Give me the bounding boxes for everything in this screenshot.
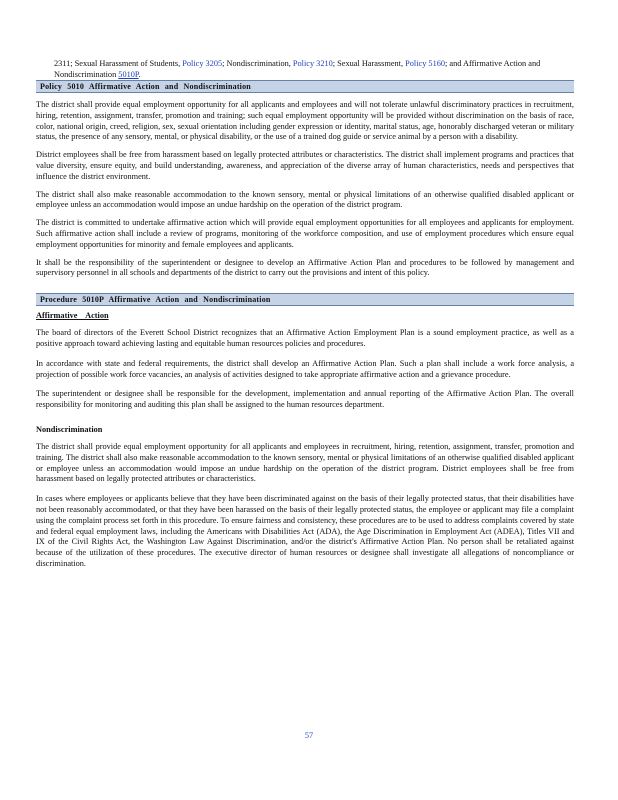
policy-5160-link[interactable]: Policy 5160	[405, 59, 446, 68]
policy-paragraph: The district shall provide equal employment opportunity for all applicants and employees and will not tolerate unlawful discriminatory practices in recruitment, hiring, retention, assignment, transfer, promotion and training; such equal employment opportunity will be provided without discrimination on the basis of race, color, national origin, creed, religion, sex, sexual orientation including gender expression or identity, marital status, age, honorably discharged veteran or military status, the presence of any sensory, mental, or physical disability, or the use of a trained dog guide or service animal by a person with a disability.	[36, 100, 574, 142]
section-title-nondiscrimination: Nondiscrimination	[36, 424, 103, 434]
ref-text: ; Nondiscrimination,	[222, 59, 293, 68]
procedure-paragraph: The superintendent or designee shall be responsible for the development, implementation and annual reporting of the Affirmative Action Plan. The overall responsibility for monitoring and auditing this plan shall be assigned to the human resources department.	[36, 389, 574, 410]
policy-header-bar: Policy 5010 Affirmative Action and Nondiscrimination	[36, 80, 574, 93]
procedure-header-bar: Procedure 5010P Affirmative Action and Nondiscrimination	[36, 293, 574, 306]
policy-paragraph: It shall be the responsibility of the superintendent or designee to develop an Affirmative Action Plan and procedures to be followed by management and supervisory personnel in all schools and departments of the district to carry out the provisions and intent of this policy.	[36, 257, 574, 278]
ref-text: .	[138, 70, 141, 79]
policy-references	[36, 58, 574, 80]
procedure-paragraph: The district shall provide equal employment opportunity for all applicants and employees in recruitment, hiring, retention, assignment, transfer, promotion and training. The district shall also make reasonable accommodation to the known sensory, mental or physical limitations of an otherwise qualified disabled applicant or employee unless an accommodation would impose an undue hardship on the operation of the district program. District employees shall be free from harassment based on legally protected attributes or characteristics.	[36, 441, 574, 484]
policy-paragraph: District employees shall be free from harassment based on legally protected attributes or characteristics. The district shall implement programs and practices that value diversity, ensure equity, and build understanding, awareness, and appreciation of the diverse array of human characteristics, needs and perspectives that influence the district environment.	[36, 150, 574, 181]
policy-paragraph: The district shall also make reasonable accommodation to the known sensory, mental or physical limitations of an otherwise qualified disabled applicant or employee unless an accommodation would impose an undue hardship on the operation of the district program.	[36, 189, 574, 210]
procedure-5010p-link[interactable]: 5010P	[118, 70, 139, 79]
policy-3210-link[interactable]: Policy 3210	[292, 59, 333, 68]
page-number: 57	[304, 731, 314, 740]
procedure-paragraph: In cases where employees or applicants believe that they have been discriminated against on the basis of their legally protected status, that their disabilities have not been reasonably accommodated, or that they have been harassed on the basis of their legally protected status, the employee or applicant may file a complaint using the complaint process set forth in this procedure. To ensure fairness and consistency, these procedures are to be used to address complaints covered by state and federal equal employment laws, including the Americans with Disabilities Act (ADA), the Age Discrimination in Employment Act (ADEA), Titles VII and IX of the Civil Rights Act, the Washington Law Against Discrimination, and/or the district's Affirmative Action Plan. No person shall be retaliated against because of the utilization of these procedures. The executive director of human resources or designee shall investigate all allegations of noncompliance or discrimination.	[36, 494, 574, 568]
ref-text: 2311; Sexual Harassment of Students,	[54, 59, 183, 68]
document-page	[36, 58, 574, 570]
ref-text: ; Sexual Harassment,	[332, 59, 406, 68]
policy-paragraph: The district is committed to undertake affirmative action which will provide equal employment opportunities for all employees and applicants for employment. Such affirmative action shall include a review of programs, monitoring of the workforce composition, and use of employment procedures which ensure equal employment opportunities for minority and female employees and applicants.	[36, 218, 574, 249]
ref-text: ; and Affirmative Action and Nondiscrimination	[54, 59, 541, 79]
policy-3205-link[interactable]: Policy 3205	[182, 59, 223, 68]
procedure-paragraph: In accordance with state and federal requirements, the district shall develop an Affirmative Action Plan. Such a plan shall include a work force analysis, a projection of possible work force vacancies, an analysis of activities designed to take appropriate affirmative action and a grievance procedure.	[36, 358, 574, 379]
section-title-affirmative-action: Affirmative Action	[36, 311, 109, 321]
procedure-paragraph: The board of directors of the Everett School District recognizes that an Affirmative Action Employment Plan is a sound employment practice, as well as a positive approach toward achieving lasting and equitable human resources policies and procedures.	[36, 328, 574, 348]
